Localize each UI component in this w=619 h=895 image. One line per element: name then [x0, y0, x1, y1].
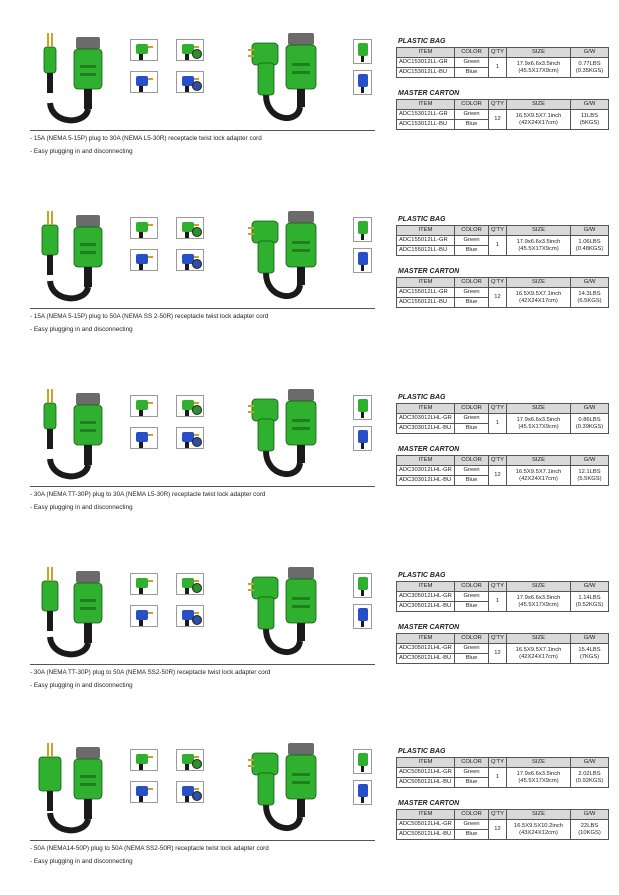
product-description — [30, 308, 375, 338]
column-header: COLOR — [455, 100, 489, 110]
feature-bullet: - Easy plugging in and disconnecting — [30, 148, 133, 155]
column-header: COLOR — [455, 634, 489, 644]
product-section — [0, 735, 619, 895]
gross-weight-value: 0.86LBS (0.39KGS) — [571, 414, 609, 434]
column-header: COLOR — [455, 48, 489, 58]
color-value: Blue — [455, 476, 489, 486]
plastic-bag-table — [396, 403, 609, 434]
master-carton-heading: MASTER CARTON — [398, 90, 460, 97]
column-header: SIZE — [507, 582, 571, 592]
product-description — [30, 486, 375, 516]
column-header: COLOR — [455, 456, 489, 466]
column-header: COLOR — [455, 758, 489, 768]
size-value: 17.9x6.6x3.5inch (45.5X17X9cm) — [507, 768, 571, 788]
gross-weight-value: 22LBS (10KGS) — [571, 820, 609, 840]
item-code: ADC155012LL-BU — [397, 246, 455, 256]
packaging-specs — [396, 748, 608, 840]
column-header: Q'TY — [489, 100, 507, 110]
color-swatch-thumbnail — [353, 749, 372, 774]
item-code: ADC505012LHL-GR — [397, 768, 455, 778]
detail-thumbnail — [176, 217, 204, 239]
color-dot-icon — [192, 615, 202, 625]
angle-plug-adapter-image — [248, 735, 328, 845]
product-section — [0, 381, 619, 541]
color-swatch-thumbnail — [353, 395, 372, 420]
column-header: Q'TY — [489, 404, 507, 414]
packaging-specs — [396, 216, 608, 308]
column-header: G/W — [571, 634, 609, 644]
column-header: G/W — [571, 456, 609, 466]
quantity-value: 1 — [489, 236, 507, 256]
column-header: G/W — [571, 100, 609, 110]
packaging-specs — [396, 572, 608, 664]
master-carton-heading: MASTER CARTON — [398, 624, 460, 631]
detail-thumbnail — [130, 395, 158, 417]
column-header: Q'TY — [489, 456, 507, 466]
master-carton-table — [396, 99, 609, 130]
color-value: Green — [455, 644, 489, 654]
column-header: SIZE — [507, 810, 571, 820]
size-value: 16.5X9.5X7.1inch (42X24X17cm) — [507, 644, 571, 664]
column-header: SIZE — [507, 634, 571, 644]
feature-bullet: - Easy plugging in and disconnecting — [30, 504, 133, 511]
gross-weight-value: 14.3LBS (6.5KGS) — [571, 288, 609, 308]
size-value: 16.5X9.5X7.1inch (42X24X17cm) — [507, 466, 571, 486]
detail-thumbnail — [176, 39, 204, 61]
color-dot-icon — [192, 437, 202, 447]
gross-weight-value: 12.1LBS (5.5KGS) — [571, 466, 609, 486]
product-section — [0, 25, 619, 185]
column-header: Q'TY — [489, 810, 507, 820]
column-header: SIZE — [507, 404, 571, 414]
master-carton-table — [396, 455, 609, 486]
color-value: Green — [455, 58, 489, 68]
column-header: ITEM — [397, 582, 455, 592]
item-code: ADC303012LHL-GR — [397, 466, 455, 476]
feature-bullet: - Easy plugging in and disconnecting — [30, 858, 133, 865]
column-header: COLOR — [455, 226, 489, 236]
color-swatch-thumbnail — [353, 217, 372, 242]
item-code: ADC155012LL-GR — [397, 288, 455, 298]
straight-plug-adapter-image — [30, 25, 110, 135]
straight-plug-adapter-image — [30, 735, 110, 845]
color-value: Green — [455, 768, 489, 778]
product-section — [0, 559, 619, 719]
gross-weight-value: 0.77LBS (0.35KGS) — [571, 58, 609, 78]
color-value: Blue — [455, 830, 489, 840]
product-images — [30, 25, 375, 145]
item-code: ADC305012LHL-BU — [397, 654, 455, 664]
product-description — [30, 130, 375, 160]
gross-weight-value: 1.06LBS (0.48KGS) — [571, 236, 609, 256]
straight-plug-adapter-image — [30, 559, 110, 669]
item-code: ADC153012LL-GR — [397, 58, 455, 68]
column-header: ITEM — [397, 100, 455, 110]
detail-thumbnail — [130, 573, 158, 595]
column-header: G/W — [571, 810, 609, 820]
plastic-bag-heading: PLASTIC BAG — [398, 216, 446, 223]
item-code: ADC303012LHL-BU — [397, 424, 455, 434]
column-header: Q'TY — [489, 278, 507, 288]
detail-thumbnail — [130, 781, 158, 803]
column-header: ITEM — [397, 404, 455, 414]
plastic-bag-heading: PLASTIC BAG — [398, 748, 446, 755]
color-swatch-thumbnail — [353, 780, 372, 805]
detail-thumbnail — [130, 605, 158, 627]
column-header: G/W — [571, 404, 609, 414]
plastic-bag-table — [396, 225, 609, 256]
column-header: SIZE — [507, 758, 571, 768]
size-value: 17.9x6.6x3.5inch (45.5X17X9cm) — [507, 414, 571, 434]
quantity-value: 12 — [489, 110, 507, 130]
quantity-value: 1 — [489, 768, 507, 788]
quantity-value: 1 — [489, 592, 507, 612]
item-code: ADC305012LHL-BU — [397, 602, 455, 612]
color-dot-icon — [192, 791, 202, 801]
column-header: Q'TY — [489, 758, 507, 768]
column-header: ITEM — [397, 758, 455, 768]
column-header: SIZE — [507, 278, 571, 288]
column-header: Q'TY — [489, 634, 507, 644]
column-header: Q'TY — [489, 582, 507, 592]
color-value: Green — [455, 820, 489, 830]
feature-bullet: - 30A (NEMA TT-30P) plug to 50A (NEMA SS2-50R) receptacle twist lock adapter cord — [30, 669, 271, 676]
master-carton-heading: MASTER CARTON — [398, 446, 460, 453]
item-code: ADC303012LHL-GR — [397, 414, 455, 424]
master-carton-heading: MASTER CARTON — [398, 268, 460, 275]
detail-thumbnail — [130, 71, 158, 93]
size-value: 16.5X9.5X7.1inch (42X24X17cm) — [507, 110, 571, 130]
straight-plug-adapter-image — [30, 381, 110, 491]
color-value: Blue — [455, 654, 489, 664]
column-header: COLOR — [455, 404, 489, 414]
color-dot-icon — [192, 759, 202, 769]
item-code: ADC505012LHL-BU — [397, 778, 455, 788]
plastic-bag-table — [396, 581, 609, 612]
item-code: ADC153012LL-GR — [397, 110, 455, 120]
item-code: ADC303012LHL-BU — [397, 476, 455, 486]
column-header: Q'TY — [489, 226, 507, 236]
item-code: ADC305012LHL-GR — [397, 644, 455, 654]
color-value: Blue — [455, 120, 489, 130]
size-value: 17.9x6.6x3.5inch (45.5X17X9cm) — [507, 236, 571, 256]
column-header: ITEM — [397, 810, 455, 820]
feature-bullet: - 30A (NEMA TT-30P) plug to 30A (NEMA L5-30R) receptacle twist lock adapter cord — [30, 491, 266, 498]
quantity-value: 12 — [489, 288, 507, 308]
detail-thumbnail — [130, 217, 158, 239]
item-code: ADC155012LL-BU — [397, 298, 455, 308]
size-value: 17.9x6.6x3.5inch (45.5X17X9cm) — [507, 592, 571, 612]
column-header: ITEM — [397, 226, 455, 236]
column-header: G/W — [571, 48, 609, 58]
straight-plug-adapter-image — [30, 203, 110, 313]
product-images — [30, 381, 375, 501]
column-header: COLOR — [455, 278, 489, 288]
column-header: SIZE — [507, 100, 571, 110]
gross-weight-value: 15.4LBS (7KGS) — [571, 644, 609, 664]
column-header: ITEM — [397, 634, 455, 644]
gross-weight-value: 1.14LBS (0.52KGS) — [571, 592, 609, 612]
column-header: SIZE — [507, 226, 571, 236]
plastic-bag-table — [396, 47, 609, 78]
item-code: ADC305012LHL-GR — [397, 592, 455, 602]
size-value: 17.9x6.6x3.5inch (45.5X17X9cm) — [507, 58, 571, 78]
feature-bullet: - Easy plugging in and disconnecting — [30, 682, 133, 689]
product-section — [0, 203, 619, 363]
column-header: COLOR — [455, 582, 489, 592]
detail-thumbnail — [176, 573, 204, 595]
quantity-value: 12 — [489, 466, 507, 486]
color-value: Green — [455, 466, 489, 476]
color-swatch-thumbnail — [353, 248, 372, 273]
column-header: Q'TY — [489, 48, 507, 58]
plastic-bag-table — [396, 757, 609, 788]
column-header: G/W — [571, 582, 609, 592]
column-header: G/W — [571, 278, 609, 288]
column-header: ITEM — [397, 278, 455, 288]
color-value: Blue — [455, 424, 489, 434]
color-value: Blue — [455, 68, 489, 78]
color-value: Green — [455, 236, 489, 246]
angle-plug-adapter-image — [248, 203, 328, 313]
feature-bullet: - 50A (NEMA14-50P) plug to 50A (NEMA SS2-50R) receptacle twist lock adapter cord — [30, 845, 269, 852]
detail-thumbnail — [130, 749, 158, 771]
item-code: ADC155012LL-GR — [397, 236, 455, 246]
column-header: SIZE — [507, 48, 571, 58]
master-carton-heading: MASTER CARTON — [398, 800, 460, 807]
color-swatch-thumbnail — [353, 573, 372, 598]
color-value: Green — [455, 592, 489, 602]
angle-plug-adapter-image — [248, 381, 328, 491]
packaging-specs — [396, 38, 608, 130]
master-carton-table — [396, 277, 609, 308]
color-swatch-thumbnail — [353, 426, 372, 451]
color-swatch-thumbnail — [353, 39, 372, 64]
color-swatch-thumbnail — [353, 70, 372, 95]
product-images — [30, 203, 375, 323]
column-header: G/W — [571, 758, 609, 768]
column-header: ITEM — [397, 456, 455, 466]
item-code: ADC505012LHL-BU — [397, 830, 455, 840]
color-dot-icon — [192, 259, 202, 269]
color-value: Blue — [455, 298, 489, 308]
plastic-bag-heading: PLASTIC BAG — [398, 572, 446, 579]
product-images — [30, 735, 375, 855]
color-value: Green — [455, 414, 489, 424]
color-dot-icon — [192, 405, 202, 415]
product-description — [30, 664, 375, 694]
quantity-value: 12 — [489, 644, 507, 664]
gross-weight-value: 11LBS (5KGS) — [571, 110, 609, 130]
item-code: ADC153012LL-BU — [397, 68, 455, 78]
angle-plug-adapter-image — [248, 25, 328, 135]
column-header: ITEM — [397, 48, 455, 58]
color-dot-icon — [192, 81, 202, 91]
color-dot-icon — [192, 583, 202, 593]
color-swatch-thumbnail — [353, 604, 372, 629]
detail-thumbnail — [130, 427, 158, 449]
master-carton-table — [396, 809, 609, 840]
detail-thumbnail — [176, 427, 204, 449]
detail-thumbnail — [130, 39, 158, 61]
color-value: Blue — [455, 602, 489, 612]
item-code: ADC153012LL-BU — [397, 120, 455, 130]
color-value: Green — [455, 110, 489, 120]
feature-bullet: - 15A (NEMA 5-15P) plug to 30A (NEMA L5-30R) receptacle twist lock adapter cord — [30, 135, 262, 142]
detail-thumbnail — [176, 749, 204, 771]
feature-bullet: - Easy plugging in and disconnecting — [30, 326, 133, 333]
color-dot-icon — [192, 227, 202, 237]
master-carton-table — [396, 633, 609, 664]
column-header: G/W — [571, 226, 609, 236]
detail-thumbnail — [176, 395, 204, 417]
product-images — [30, 559, 375, 679]
column-header: SIZE — [507, 456, 571, 466]
detail-thumbnail — [176, 71, 204, 93]
quantity-value: 12 — [489, 820, 507, 840]
packaging-specs — [396, 394, 608, 486]
angle-plug-adapter-image — [248, 559, 328, 669]
color-dot-icon — [192, 49, 202, 59]
quantity-value: 1 — [489, 58, 507, 78]
feature-bullet: - 15A (NEMA 5-15P) plug to 50A (NEMA SS 2-50R) receptacle twist lock adapter cord — [30, 313, 269, 320]
color-value: Green — [455, 288, 489, 298]
size-value: 16.5X9.5X7.1inch (42X24X17cm) — [507, 288, 571, 308]
color-value: Blue — [455, 246, 489, 256]
detail-thumbnail — [176, 605, 204, 627]
detail-thumbnail — [176, 249, 204, 271]
size-value: 16.5X9.5X10.2inch (43X24X12cm) — [507, 820, 571, 840]
detail-thumbnail — [130, 249, 158, 271]
product-description — [30, 840, 375, 870]
quantity-value: 1 — [489, 414, 507, 434]
plastic-bag-heading: PLASTIC BAG — [398, 394, 446, 401]
color-value: Blue — [455, 778, 489, 788]
column-header: COLOR — [455, 810, 489, 820]
plastic-bag-heading: PLASTIC BAG — [398, 38, 446, 45]
gross-weight-value: 2.02LBS (0.92KGS) — [571, 768, 609, 788]
detail-thumbnail — [176, 781, 204, 803]
item-code: ADC505012LHL-GR — [397, 820, 455, 830]
